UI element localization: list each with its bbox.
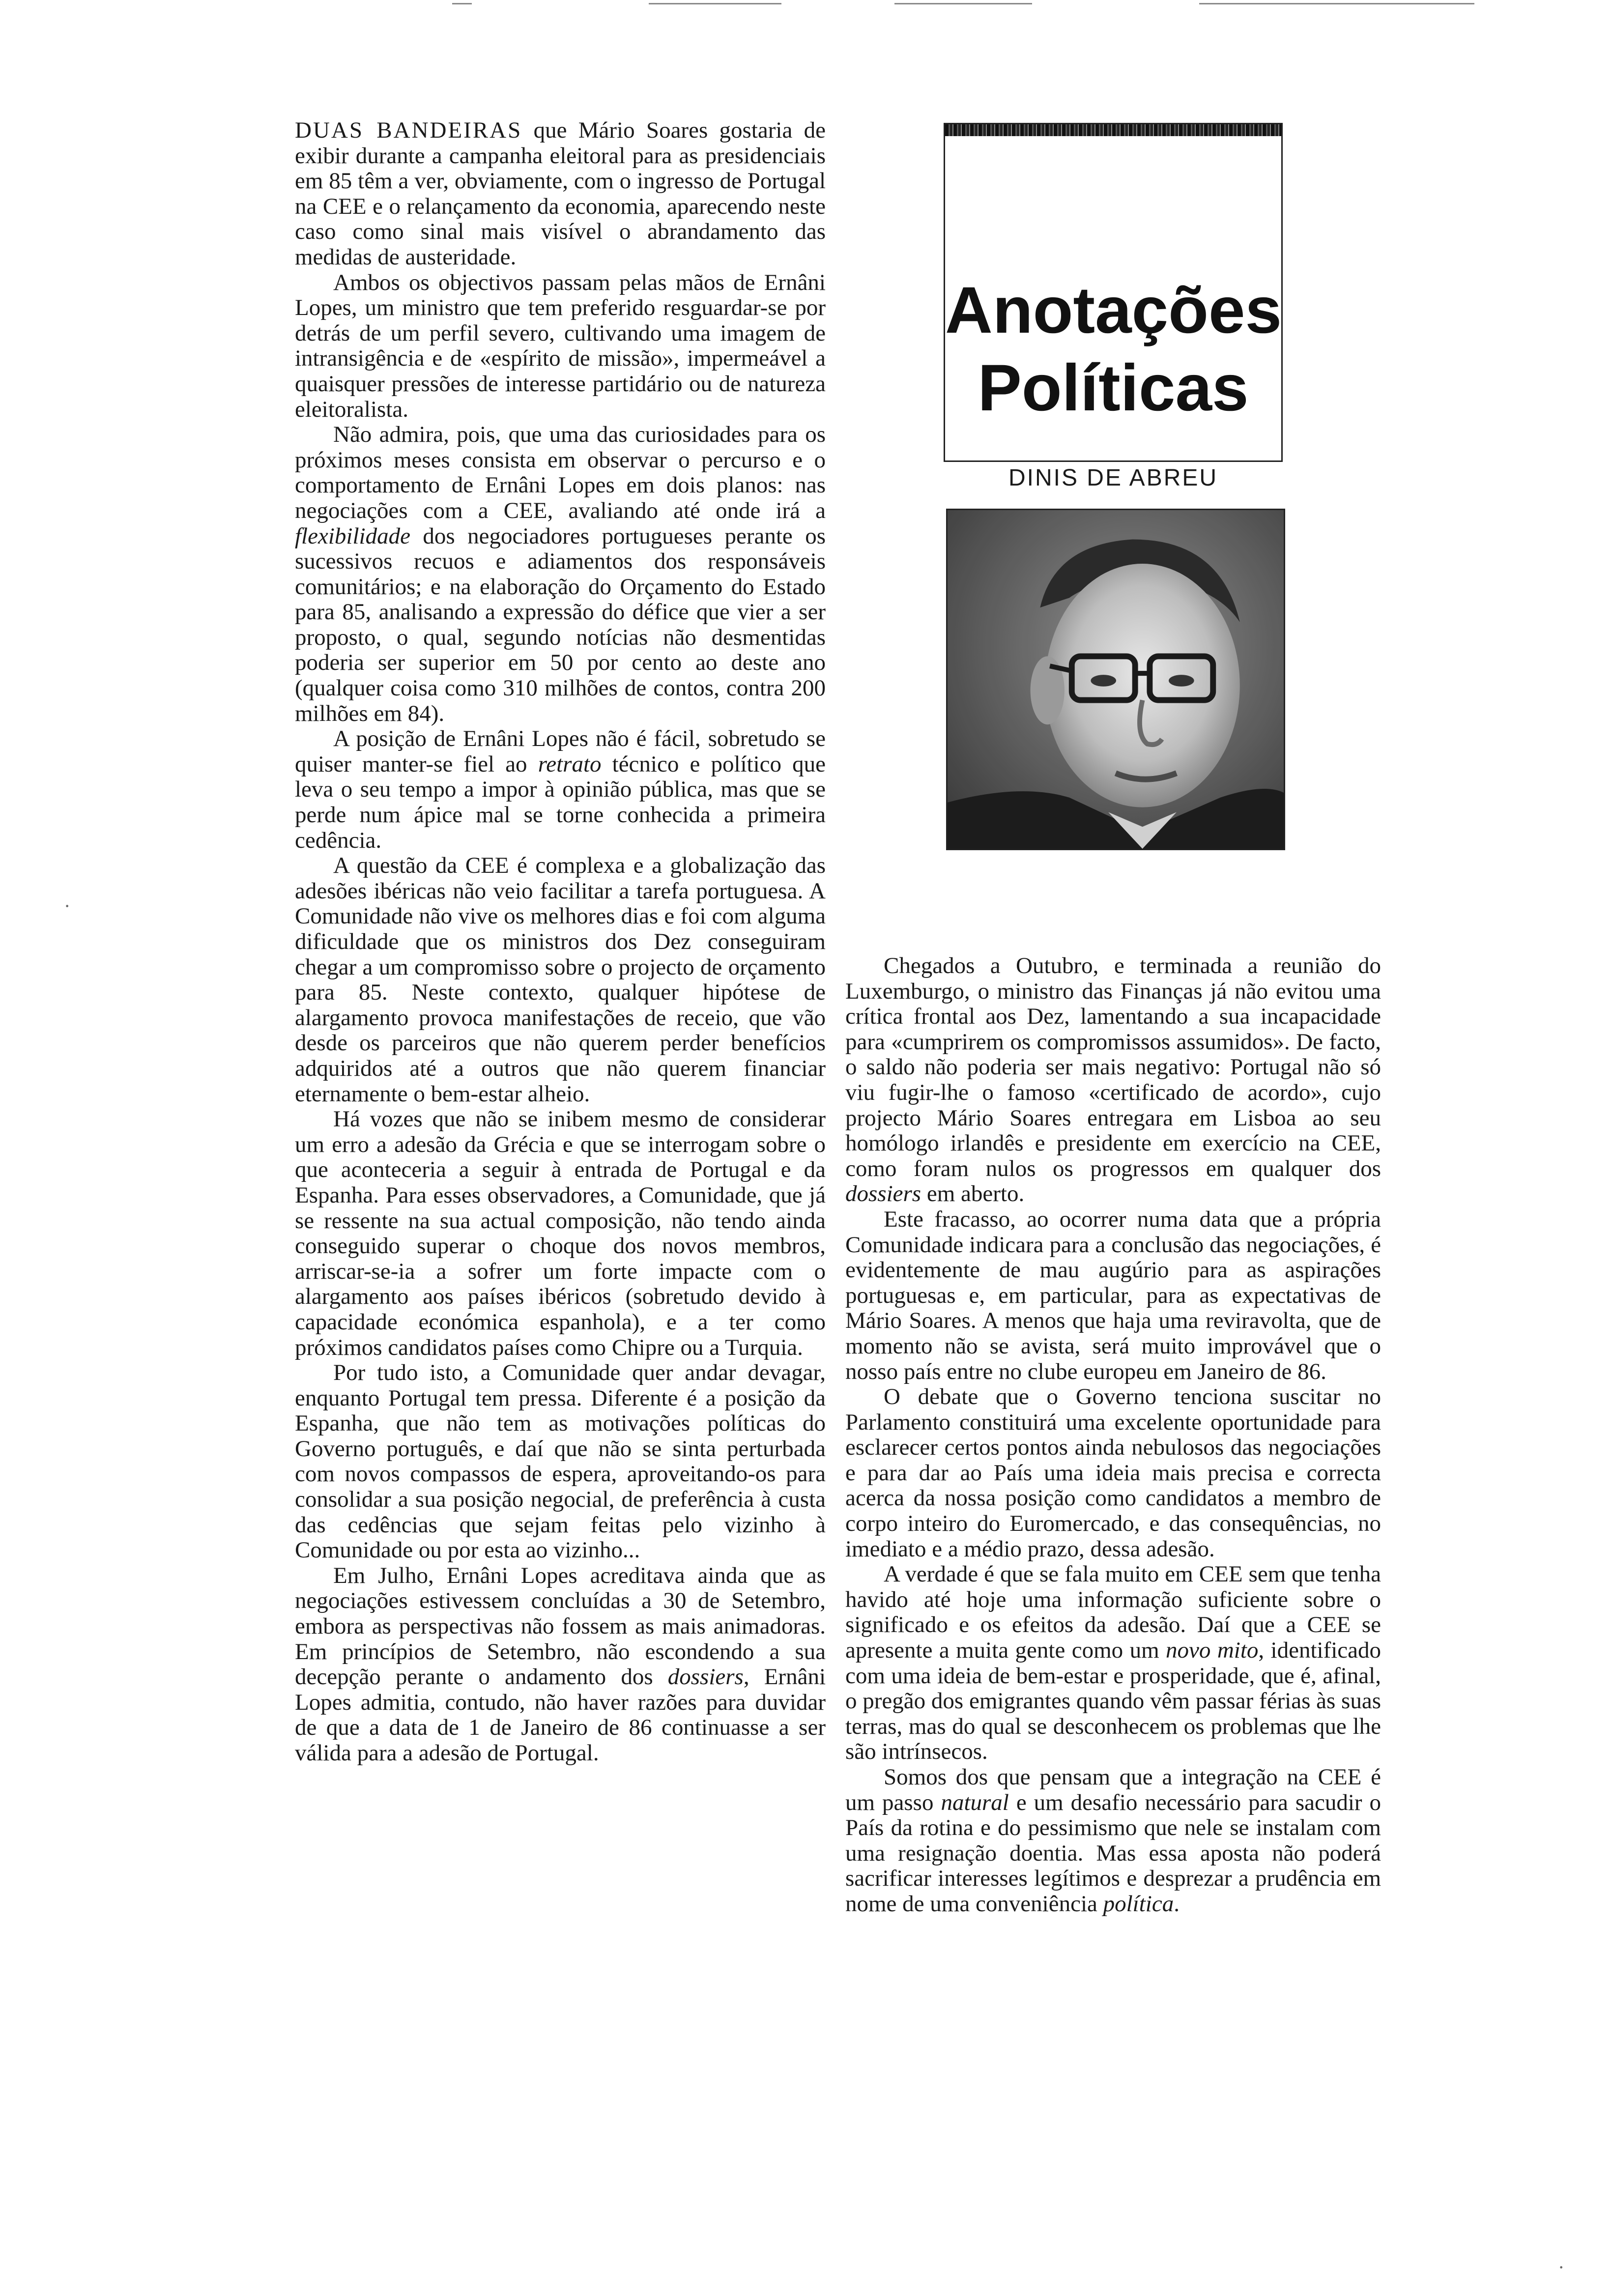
column-title xyxy=(945,272,1281,427)
portrait-illustration xyxy=(948,510,1284,849)
column-title-line: Anotações xyxy=(945,274,1282,347)
top-edge-mark xyxy=(894,3,1032,4)
top-edge-mark xyxy=(1199,3,1474,4)
article-paragraph xyxy=(295,726,826,853)
article-paragraph xyxy=(295,422,826,726)
lead-in-caps: DUAS BANDEIRAS xyxy=(295,117,522,143)
article-left-column xyxy=(295,118,826,1766)
article-paragraph: A questão da CEE é complexa e a globalização das adesões ibéricas não veio facilitar a tarefa portuguesa. A Comunidade não vive os melhores dias e foi com alguma dificuldade que os ministros dos Dez conseguiram chegar a um compromisso sobre o projecto de orçamento para 85. Neste contexto, qualquer hipótese de alargamento provoca manifestações de receio, que vão desde os parceiros que não querem perder benefícios adquiridos até a outros que não querem financiar eternamente o bem-estar alheio. xyxy=(295,853,826,1107)
author-byline: DINIS DE ABREU xyxy=(1008,465,1218,491)
paragraph-text: , Ernâni Lopes admitia, contudo, não haver razões para duvidar de que a data de 1 de Janeiro de 86 continuasse a ser válida para a adesão de Portugal. xyxy=(295,1664,826,1766)
article-paragraph xyxy=(295,1563,826,1766)
scan-speck: · xyxy=(1558,2256,1565,2278)
paragraph-text: A verdade é que se fala muito em CEE sem que tenha havido até hoje uma informação suficiente sobre o significado e os efeitos da adesão. Daí que a CEE se apresente a muita gente como um xyxy=(845,1561,1381,1664)
top-edge-mark xyxy=(452,3,472,4)
article-paragraph: Por tudo isto, a Comunidade quer andar devagar, enquanto Portugal tem pressa. Diferente é a posição da Espanha, que não tem as motivações políticas do Governo português, e daí que não se sinta perturbada com novos compassos de espera, aproveitando-os para consolidar a sua posição negocial, de preferência à custa das cedências que sejam feitas pelo vizinho à Comunidade ou por esta ao vizinho... xyxy=(295,1360,826,1563)
article-paragraph xyxy=(295,118,826,270)
top-edge-mark xyxy=(649,3,781,4)
paragraph-text: Não admira, pois, que uma das curiosidades para os próximos meses consista em observar o percurso e o comportamento de Ernâni Lopes em dois planos: nas negociações com a CEE, avaliando até onde irá a xyxy=(295,422,826,523)
article-right-column xyxy=(845,953,1381,1917)
masthead-texture-bar xyxy=(945,124,1281,136)
article-paragraph: Ambos os objectivos passam pelas mãos de Ernâni Lopes, um ministro que tem preferido resguardar-se por detrás de um perfil severo, cultivando uma imagem de intransigência e de «espírito de missão», impermeável a quaisquer pressões de interesse partidário ou de natureza eleitoralista. xyxy=(295,269,826,422)
article-paragraph xyxy=(845,1765,1381,1917)
paragraph-text: Somos dos que pensam que a integração na CEE é um passo xyxy=(845,1764,1381,1815)
paragraph-text: Chegados a Outubro, e terminada a reunião do Luxemburgo, o ministro das Finanças já não evitou uma crítica frontal aos Dez, lamentando a sua incapacidade para «cumprirem os compromissos assumidos». De facto, o saldo não poderia ser mais negativo: Portugal não só viu fugir-lhe o famoso «certificado de acordo», cujo projecto Mário Soares entregara em Lisboa ao seu homólogo irlandês e presidente em exercício na CEE, como foram nulos os progressos em qualquer dos xyxy=(845,953,1381,1181)
article-paragraph xyxy=(845,1562,1381,1765)
emphasis-text: natural xyxy=(941,1789,1009,1815)
paragraph-text: em aberto. xyxy=(926,1181,1025,1207)
article-paragraph xyxy=(845,953,1381,1207)
scan-speck: · xyxy=(64,895,71,917)
column-masthead-box xyxy=(944,123,1283,462)
column-title-line: Políticas xyxy=(978,351,1249,425)
emphasis-text: novo mito xyxy=(1166,1637,1259,1664)
paragraph-text: . xyxy=(1174,1891,1180,1917)
paragraph-text: e um desafio necessário para sacudir o País da rotina e do pessimismo que nele se instalam com uma resignação doentia. Mas essa aposta não poderá sacrificar interesses legítimos e desprezar a prudência em nome de uma conveniência xyxy=(845,1789,1382,1917)
author-portrait-photo xyxy=(946,509,1285,850)
article-paragraph: Há vozes que não se inibem mesmo de considerar um erro a adesão da Grécia e que se interrogam sobre o que aconteceria a seguir à entrada de Portugal e da Espanha. Para esses observadores, a Comunidade, que já se ressente na sua actual composição, não tendo ainda conseguido superar o choque dos novos membros, arriscar-se-ia a sofrer um forte impacte com o alargamento aos países ibéricos (sobretudo devido à capacidade económica espanhola), e a ter como próximos candidatos países como Chipre ou a Turquia. xyxy=(295,1106,826,1360)
article-paragraph: O debate que o Governo tenciona suscitar no Parlamento constituirá uma excelente oportunidade para esclarecer certos pontos ainda nebulosos das negociações e para dar ao País uma ideia mais precisa e correcta acerca da nossa posição como candidatos a membro de corpo inteiro do Euromercado, e das consequências, no imediato e a médio prazo, dessa adesão. xyxy=(845,1384,1381,1562)
emphasis-text: política xyxy=(1103,1891,1174,1917)
paragraph-text: dos negociadores portugueses perante os sucessivos recuos e adiamentos dos responsáveis comunitários; e na elaboração do Orçamento do Estado para 85, analisando a expressão do défice que vier a ser proposto, o qual, segundo notícias não desmentidas poderia ser superior em 50 por cento ao deste ano (qualquer coisa como 310 milhões de contos, contra 200 milhões em 84). xyxy=(295,523,826,726)
emphasis-text: retrato xyxy=(538,751,602,777)
paragraph-text: Em Julho, Ernâni Lopes acreditava ainda que as negociações estivessem concluídas a 30 de Setembro, embora as perspectivas não fossem as mais animadoras. Em princípios de Setembro, não escondendo a sua decepção perante o andamento dos xyxy=(295,1562,826,1690)
emphasis-text: dossiers xyxy=(667,1664,744,1690)
paragraph-text: , identificado com uma ideia de bem-estar e prosperidade, que é, afinal, o pregão dos emigrantes quando vêm passar férias às suas terras, mas do qual se desconhecem os problemas que lhe são intrínsecos. xyxy=(845,1637,1381,1765)
emphasis-text: dossiers xyxy=(845,1181,921,1207)
paragraph-text: que Mário Soares gostaria de exibir durante a campanha eleitoral para as presidenciais em 85 têm a ver, obviamente, com o ingresso de Portugal na CEE e o relançamento da economia, aparecendo neste caso como sinal mais visível o abrandamento das medidas de austeridade. xyxy=(295,117,826,270)
paragraph-text: A posição de Ernâni Lopes não é fácil, sobretudo se quiser manter-se fiel ao xyxy=(295,726,826,777)
paragraph-text: técnico e político que leva o seu tempo a impor à opinião pública, mas que se perde num ápice mal se torne conhecida a primeira cedência. xyxy=(295,751,826,853)
article-paragraph: Este fracasso, ao ocorrer numa data que a própria Comunidade indicara para a conclusão das negociações, é evidentemente de mau augúrio para as aspirações portuguesas e, em particular, para as expectativas de Mário Soares. A menos que haja uma reviravolta, que de momento não se avista, será muito improvável que o nosso país entre no clube europeu em Janeiro de 86. xyxy=(845,1206,1381,1384)
emphasis-text: flexibilidade xyxy=(295,523,410,549)
